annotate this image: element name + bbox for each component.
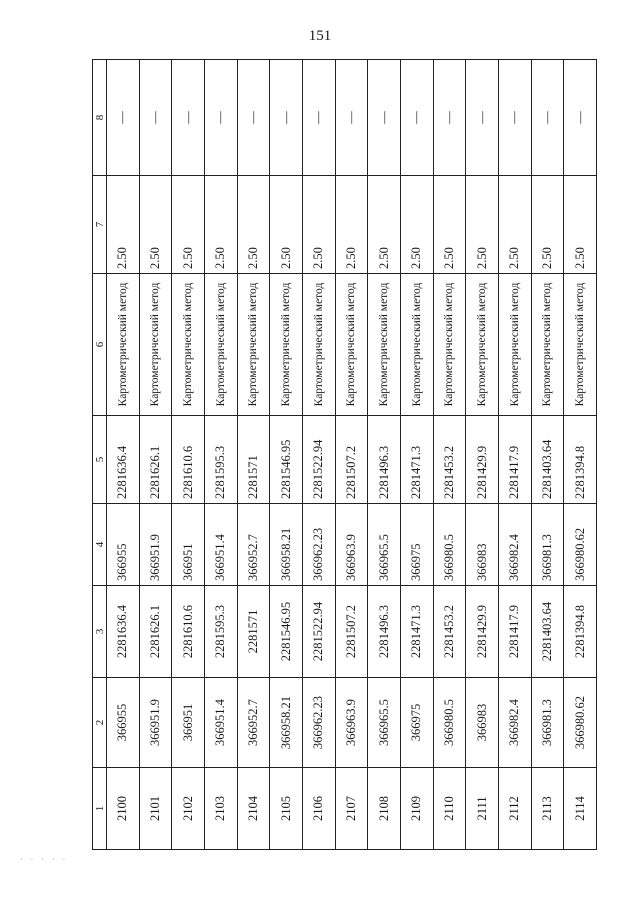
table-row [139,60,172,850]
table-cell: 2103 [204,768,237,850]
column-header: 5 [93,416,107,504]
table-cell: 2.50 [564,176,597,274]
table-cell: 2281546.95 [270,586,303,678]
table-cell: 2.50 [139,176,172,274]
table-cell: 366965.5 [368,678,401,768]
header-row [93,60,107,850]
table-cell: 2.50 [270,176,303,274]
table-cell: 366975 [400,504,433,586]
column-header: 4 [93,504,107,586]
table-cell: Картометрический метод [433,274,466,416]
column-header: 6 [93,274,107,416]
table-cell: — [302,60,335,176]
table-cell: Картометрический метод [335,274,368,416]
table-cell: 366983 [466,678,499,768]
table-cell: 2.50 [433,176,466,274]
page-number: 151 [308,28,332,44]
table-body [107,60,597,850]
table-cell: — [564,60,597,176]
table-cell: — [237,60,270,176]
table-cell: 366951.4 [204,504,237,586]
table-cell: 2114 [564,768,597,850]
table-cell: — [531,60,564,176]
table-cell: 2113 [531,768,564,850]
table-cell: Картометрический метод [139,274,172,416]
table-cell: 2.50 [107,176,140,274]
table-row [531,60,564,850]
table-cell: 2109 [400,768,433,850]
table-row [498,60,531,850]
table-cell: 2104 [237,768,270,850]
table-cell: 366981.3 [531,678,564,768]
table-cell: 366952.7 [237,678,270,768]
table-cell: 2.50 [335,176,368,274]
table-cell: 366951 [172,504,205,586]
table-cell: 2281626.1 [139,416,172,504]
table-cell: 2281626.1 [139,586,172,678]
table-cell: 2281595.3 [204,416,237,504]
table-cell: 366958.21 [270,504,303,586]
table-cell: Картометрический метод [466,274,499,416]
table-cell: 2281522.94 [302,586,335,678]
table-cell: 2281417.9 [498,586,531,678]
table-cell: 2281546.95 [270,416,303,504]
table-cell: 366951.4 [204,678,237,768]
table-cell: 2281636.4 [107,586,140,678]
table-cell: 366980.62 [564,504,597,586]
table-cell: 2112 [498,768,531,850]
table-cell: — [270,60,303,176]
table-cell: 366963.9 [335,678,368,768]
table-cell: 2.50 [237,176,270,274]
table-cell: 2281394.8 [564,416,597,504]
table-row [466,60,499,850]
table-cell: Картометрический метод [270,274,303,416]
table-cell: 2.50 [172,176,205,274]
table-cell: Картометрический метод [204,274,237,416]
table-cell: — [466,60,499,176]
table-cell: Картометрический метод [368,274,401,416]
table-cell: 366980.62 [564,678,597,768]
coordinates-table [92,59,597,850]
rotated-table-container [92,60,597,850]
column-header: 8 [93,60,107,176]
table-cell: — [368,60,401,176]
table-cell: 366962.23 [302,678,335,768]
table-cell: 2.50 [368,176,401,274]
table-cell: 2.50 [400,176,433,274]
table-cell: — [172,60,205,176]
table-cell: 2281429.9 [466,586,499,678]
table-cell: 2111 [466,768,499,850]
table-cell: 2281471.3 [400,586,433,678]
table-row [237,60,270,850]
table-cell: 366982.4 [498,504,531,586]
table-cell: 2281453.2 [433,586,466,678]
table-cell: — [139,60,172,176]
table-cell: 366951.9 [139,678,172,768]
table-cell: 366955 [107,504,140,586]
table-cell: 2100 [107,768,140,850]
table-cell: 2281610.6 [172,416,205,504]
table-cell: 2281636.4 [107,416,140,504]
table-cell: Картометрический метод [302,274,335,416]
table-cell: 366955 [107,678,140,768]
column-header: 3 [93,586,107,678]
table-cell: 366952.7 [237,504,270,586]
table-cell: 2.50 [498,176,531,274]
table-cell: 2.50 [302,176,335,274]
table-cell: 2.50 [466,176,499,274]
table-cell: 2105 [270,768,303,850]
scan-artifact: · · · · · [20,855,69,864]
table-cell: 2107 [335,768,368,850]
table-cell: 2281417.9 [498,416,531,504]
table-cell: Картометрический метод [172,274,205,416]
table-cell: 366983 [466,504,499,586]
table-cell: 2281507.2 [335,586,368,678]
table-cell: 366980.5 [433,678,466,768]
table-row [335,60,368,850]
table-cell: — [400,60,433,176]
table-cell: 2281429.9 [466,416,499,504]
table-cell: Картометрический метод [237,274,270,416]
table-cell: — [498,60,531,176]
table-cell: 366980.5 [433,504,466,586]
table-row [433,60,466,850]
table-cell: Картометрический метод [498,274,531,416]
table-cell: Картометрический метод [107,274,140,416]
column-header: 1 [93,768,107,850]
table-cell: — [204,60,237,176]
table-cell: — [335,60,368,176]
table-cell: 366981.3 [531,504,564,586]
table-cell: 366962.23 [302,504,335,586]
table-cell: Картометрический метод [564,274,597,416]
table-cell: 2281471.3 [400,416,433,504]
table-cell: 2281403.64 [531,586,564,678]
table-row [564,60,597,850]
table-cell: 2281496.3 [368,416,401,504]
table-cell: 2281571 [237,586,270,678]
table-cell: 366975 [400,678,433,768]
table-cell: 2101 [139,768,172,850]
table-row [270,60,303,850]
table-cell: 2281571 [237,416,270,504]
table-cell: 2281453.2 [433,416,466,504]
column-header: 2 [93,678,107,768]
table-cell: 2.50 [204,176,237,274]
table-row [368,60,401,850]
table-cell: 2281610.6 [172,586,205,678]
table-cell: 2.50 [531,176,564,274]
table-cell: 366951.9 [139,504,172,586]
table-cell: 2281507.2 [335,416,368,504]
table-cell: 2110 [433,768,466,850]
table-row [302,60,335,850]
table-cell: 366951 [172,678,205,768]
table-row [400,60,433,850]
table-cell: 366982.4 [498,678,531,768]
table-cell: — [107,60,140,176]
table-cell: 2281403.64 [531,416,564,504]
table-cell: Картометрический метод [400,274,433,416]
table-cell: 366963.9 [335,504,368,586]
table-cell: 366965.5 [368,504,401,586]
table-cell: 2106 [302,768,335,850]
table-cell: 2102 [172,768,205,850]
table-cell: 2281394.8 [564,586,597,678]
column-header: 7 [93,176,107,274]
table-cell: — [433,60,466,176]
table-row [204,60,237,850]
table-cell: 366958.21 [270,678,303,768]
table-cell: 2281496.3 [368,586,401,678]
table-cell: 2281522.94 [302,416,335,504]
table-row [172,60,205,850]
table-cell: 2281595.3 [204,586,237,678]
table-cell: Картометрический метод [531,274,564,416]
table-row [107,60,140,850]
table-cell: 2108 [368,768,401,850]
